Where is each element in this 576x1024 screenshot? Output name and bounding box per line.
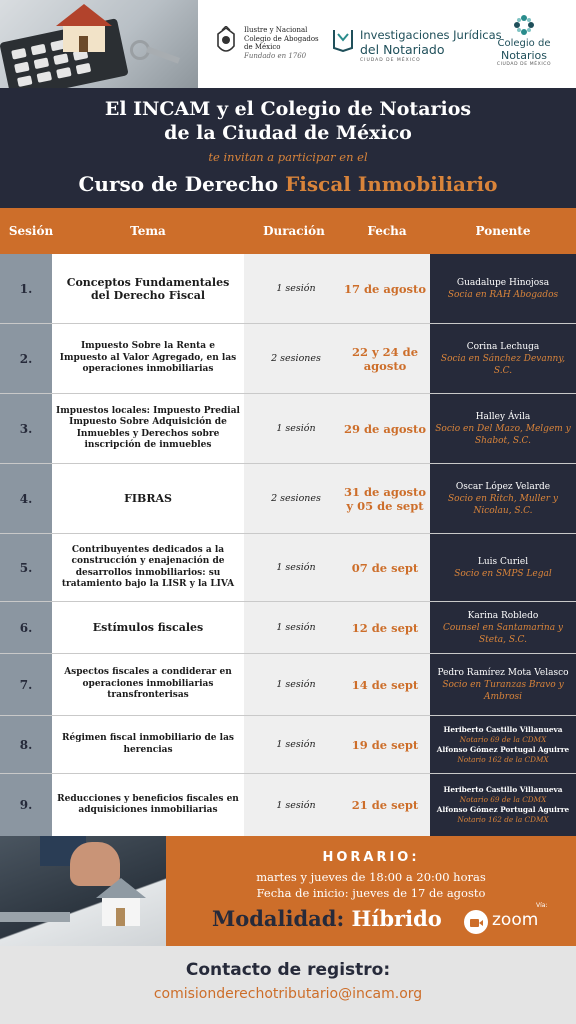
ponente-name: Alfonso Gómez Portugal Aguirre xyxy=(436,805,570,814)
ponente-role: Notario 162 de la CDMX xyxy=(457,754,549,764)
row-sesion: 5. xyxy=(19,560,33,575)
row-duracion: 1 sesión xyxy=(276,679,316,690)
contact-email-link[interactable]: comisionderechotributario@incam.org xyxy=(153,986,423,1002)
table-row xyxy=(0,254,576,324)
row-tema: Reducciones y beneficios fiscales en adquisiciones inmobiliarias xyxy=(57,793,239,815)
ponente-name: Karina Robledo xyxy=(467,610,539,621)
horario-start-date: Fecha de inicio: jueves de 17 de agosto xyxy=(256,886,486,900)
row-ponente xyxy=(434,254,572,323)
house-calculator-photo xyxy=(0,0,198,88)
row-fecha: 31 de agosto y 05 de sept xyxy=(344,484,426,513)
table-row xyxy=(0,464,576,534)
row-sesion: 8. xyxy=(19,737,33,752)
row-ponente xyxy=(434,394,572,463)
row-ponente xyxy=(434,602,572,653)
row-duracion: 1 sesión xyxy=(276,799,316,811)
table-row xyxy=(0,534,576,602)
logo-bar xyxy=(0,0,576,88)
header-invite: te invitan a participar en el xyxy=(208,150,368,164)
logo3-line3: CIUDAD DE MÉXICO xyxy=(496,62,552,67)
row-tema: Impuestos locales: Impuesto Predial Impuesto Sobre Adquisición de Inmuebles y Derechos sobre inscripción de inmuebles xyxy=(56,405,240,450)
header-title-line2: de la Ciudad de México xyxy=(164,122,412,144)
zoom-wordmark: zoom xyxy=(492,910,539,930)
table-row xyxy=(0,716,576,774)
table-row xyxy=(0,774,576,836)
ponente-name: Alfonso Gómez Portugal Aguirre xyxy=(436,744,570,754)
row-tema: Conceptos Fundamentales del Derecho Fiscal xyxy=(66,275,230,302)
registration-contact xyxy=(0,946,576,1024)
ponente-name: Guadalupe Hinojosa xyxy=(456,277,550,288)
scales-logo-icon xyxy=(332,28,354,52)
row-ponente xyxy=(434,654,572,715)
row-tema: Estímulos fiscales xyxy=(92,621,204,634)
col-header-ponente: Ponente xyxy=(475,224,531,238)
modalidad-label: Modalidad: xyxy=(212,906,345,931)
ponente-role: Socia en RAH Abogados xyxy=(447,289,559,300)
row-ponente xyxy=(434,464,572,533)
row-fecha: 22 y 24 de agosto xyxy=(351,344,419,373)
row-duracion: 1 sesión xyxy=(276,423,316,434)
row-duracion: 1 sesión xyxy=(276,283,316,294)
ponente-name: Oscar López Velarde xyxy=(455,481,551,492)
row-ponente xyxy=(434,774,572,836)
col-header-duracion: Duración xyxy=(263,224,325,238)
row-tema: Régimen fiscal inmobiliario de las herencias xyxy=(62,733,234,755)
row-fecha: 14 de sept xyxy=(351,677,419,692)
row-duracion: 2 sesiones xyxy=(271,493,321,504)
investigaciones-juridicas-logo xyxy=(332,28,502,64)
ponente-name: Halley Ávila xyxy=(475,411,531,422)
ponente-role: Counsel en Santamarina y Steta, S.C. xyxy=(442,622,564,645)
ponente-name: Luis Curiel xyxy=(477,556,529,567)
row-sesion: 1. xyxy=(19,281,33,296)
ponente-role: Socia en Sánchez Devanny, S.C. xyxy=(440,353,566,376)
ponente-role: Notario 162 de la CDMX xyxy=(457,815,549,824)
logo1-line1: Ilustre y Nacional xyxy=(244,26,308,34)
horario-hours: martes y jueves de 18:00 a 20:00 horas xyxy=(256,870,486,884)
ponente-role: Socio en Ritch, Muller y Nicolau, S.C. xyxy=(448,493,558,516)
course-title xyxy=(0,172,576,196)
row-sesion: 6. xyxy=(19,620,33,635)
modalidad xyxy=(212,906,442,931)
course-header xyxy=(0,88,576,208)
row-tema: Impuesto Sobre la Renta e Impuesto al Valor Agregado, en las operaciones inmobiliarias xyxy=(59,341,237,375)
row-duracion: 2 sesiones xyxy=(271,353,321,364)
house-model-icon xyxy=(96,878,146,926)
table-row xyxy=(0,394,576,464)
course-title-accent: Fiscal Inmobiliario xyxy=(285,172,498,196)
col-header-tema: Tema xyxy=(130,224,166,238)
logo2-line2: del Notariado xyxy=(360,42,445,57)
flower-logo-icon xyxy=(513,14,535,36)
row-sesion: 2. xyxy=(19,351,33,366)
zoom-logo xyxy=(464,902,554,938)
house-model-icon xyxy=(56,4,112,52)
row-fecha: 12 de sept xyxy=(351,620,419,635)
col-header-fecha: Fecha xyxy=(367,224,407,238)
ponente-role: Socio en Del Mazo, Melgem y Shabot, S.C. xyxy=(435,423,571,446)
horario-title: HORARIO: xyxy=(322,850,420,865)
keys-icon xyxy=(130,40,180,70)
ponente-name: Pedro Ramírez Mota Velasco xyxy=(437,667,569,678)
row-duracion: 1 sesión xyxy=(276,739,316,750)
colegio-notarios-logo xyxy=(494,14,554,76)
row-ponente xyxy=(434,324,572,393)
logo3-line1: Colegio de xyxy=(497,38,551,49)
row-ponente xyxy=(434,534,572,601)
contact-title: Contacto de registro: xyxy=(185,960,391,980)
ponente-role: Socio en Turanzas Bravo y Ambrosi xyxy=(442,679,564,702)
header-title-line1: El INCAM y el Colegio de Notarios xyxy=(104,98,472,120)
modalidad-value: Híbrido xyxy=(351,906,442,931)
col-header-sesion: Sesión xyxy=(8,224,54,238)
row-fecha: 21 de sept xyxy=(351,798,419,812)
logo1-line3: de México xyxy=(244,43,281,51)
ponente-role: Notario 69 de la CDMX xyxy=(459,734,547,744)
schedule-table-header xyxy=(0,208,576,254)
table-row xyxy=(0,602,576,654)
row-fecha: 07 de sept xyxy=(351,560,419,575)
logo1-line4: Fundado en 1760 xyxy=(244,51,307,60)
course-title-prefix: Curso de Derecho xyxy=(78,172,279,196)
zoom-via-label: Vía: xyxy=(536,902,548,909)
logo2-line1: Investigaciones Jurídicas xyxy=(360,28,502,42)
colegio-abogados-logo xyxy=(214,24,324,68)
row-sesion: 9. xyxy=(19,798,33,812)
ponente-name: Corina Lechuga xyxy=(466,341,540,352)
ponente-role: Notario 69 de la CDMX xyxy=(459,795,547,804)
row-fecha: 19 de sept xyxy=(351,737,419,752)
ponente-name: Heriberto Castillo Villanueva xyxy=(443,724,563,734)
logo2-line3: CIUDAD DE MÉXICO xyxy=(360,58,421,63)
row-tema: Contribuyentes dedicados a la construcción y enajenación de desarrollos inmobiliarios: su tratamiento bajo la LISR y la LIVA xyxy=(61,544,235,589)
table-row xyxy=(0,324,576,394)
ponente-name: Heriberto Castillo Villanueva xyxy=(443,785,563,794)
row-duracion: 1 sesión xyxy=(276,622,316,633)
row-tema: Aspectos fiscales a condiderar en operaciones inmobiliarias transfronterisas xyxy=(64,667,232,701)
row-ponente xyxy=(434,716,572,773)
row-sesion: 3. xyxy=(19,421,33,436)
row-tema: FIBRAS xyxy=(124,492,172,505)
row-duracion: 1 sesión xyxy=(276,562,316,573)
logo3-line2: Notarios xyxy=(500,49,548,62)
table-row xyxy=(0,654,576,716)
logo1-line2: Colegio de Abogados xyxy=(244,34,319,43)
ponente-role: Socio en SMPS Legal xyxy=(454,568,552,579)
row-fecha: 29 de agosto xyxy=(344,421,426,436)
row-sesion: 7. xyxy=(19,677,33,692)
row-sesion: 4. xyxy=(19,491,33,506)
schedule-info xyxy=(0,836,576,946)
seal-icon xyxy=(214,26,238,58)
row-fecha: 17 de agosto xyxy=(344,281,426,296)
schedule-table xyxy=(0,254,576,836)
house-keys-photo xyxy=(0,836,166,946)
camera-icon xyxy=(464,910,488,934)
